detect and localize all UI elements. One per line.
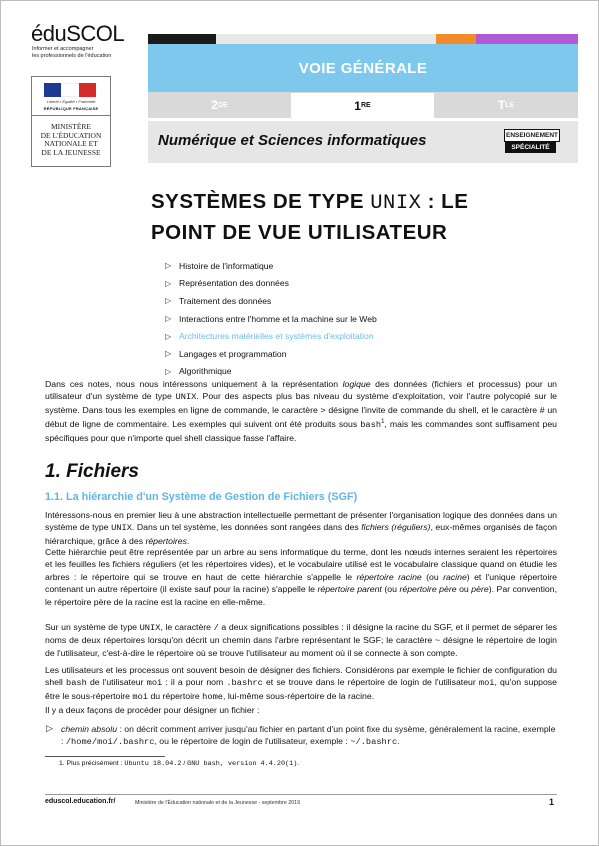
triangle-right-icon: ▷	[165, 296, 172, 306]
footnote-ref[interactable]: 1	[381, 419, 385, 426]
triangle-right-icon: ▷	[165, 349, 172, 359]
triangle-right-icon: ▷	[165, 366, 172, 376]
page-number: 1	[549, 797, 555, 807]
triangle-right-icon: ▷	[165, 278, 172, 288]
footer-credit: Ministère de l'Éducation nationale et de la Jeunesse - septembre 2019	[135, 800, 301, 806]
eduscol-logo: éduSCOL	[31, 21, 125, 46]
intro-paragraph: Dans ces notes, nous nous intéressons uniquement à la représentation logique des données (fichiers et processus) pour un utilisateur d'un système de type UNIX. Pour des aspects plus bas niveau du système d'exploitation, voir l'autre polycopié sur le système. Dans tous les exemples en ligne de commande, le caractère > désigne l'invite de commande du shell, et le caractère # un début de ligne de commentaire. Les exemples qui suivent ont été produits sous bash$^1$, mais les commandes sont suffisament peu spécifiques pour que n'importe quel shell classique fasse l'affaire.	[45, 379, 557, 443]
ministry-block	[31, 76, 111, 167]
paragraph: Il y a deux façons de procéder pour désigner un fichier :	[45, 705, 260, 715]
subsection-heading: 1.1. La hiérarchie d'un Système de Gestion de Fichiers (SGF)	[45, 491, 358, 503]
toc-item[interactable]: ▷ Langages et programmation	[165, 348, 287, 359]
toc-item[interactable]: ▷ Traitement des données	[165, 295, 272, 306]
footer-divider	[45, 794, 557, 795]
logo-tagline: Informer et accompagner les professionnels de l'éducation	[32, 46, 112, 59]
section-heading: 1. Fichiers	[45, 461, 139, 482]
triangle-right-icon: ▷	[165, 331, 172, 341]
level-tabs	[148, 92, 578, 118]
ministry-name: MINISTÈRE DE L'ÉDUCATION NATIONALE ET DE LA JEUNESSE	[40, 122, 102, 157]
footer-site-link[interactable]: eduscol.education.fr/	[45, 798, 116, 805]
program-toc	[165, 257, 377, 380]
level-seconde: 2 DE	[211, 98, 228, 112]
marianne-flag-icon	[44, 83, 96, 97]
paragraph: Cette hiérarchie peut être représentée par un arbre au sens informatique du terme, dont les nœuds internes seraient les répertoires et les feuilles les fichiers réguliers (et les répertoires vides), et le vocabulaire utilisé est le vocabulaire classique quand on étudie les arbres : le répertoire qui se trouve en haut de cette hiérarchie s'appelle le répertoire racine (ou racine) et l'unique répertoire contenant un autre répertoire (il existe sauf pour la racine) s'appelle le répertoire parent (ou répertoire père ou père). Par convention, le répertoire père de la racine est la racine en elle-même.	[45, 547, 558, 607]
level-terminale: T LE	[497, 98, 515, 112]
paragraph: Intéressons-nous en premier lieu à une abstraction intellectuelle permettant de présenter l'organisation logique des données dans un système de type UNIX. Dans un tel système, les données sont rangées dans des fichiers (réguliers), eux-mêmes organisés de façon hiérarchique, grâce à des répertoires.	[45, 510, 557, 546]
toc-item-current[interactable]: ▷ Architectures matérielles et systèmes d'exploitation	[165, 331, 374, 342]
voie-banner: VOIE GÉNÉRALE	[148, 44, 578, 92]
triangle-right-icon: ▷	[46, 723, 53, 733]
level-premiere: 1 RE	[291, 93, 434, 118]
color-stripe	[148, 34, 578, 44]
toc-item[interactable]: ▷ Interactions entre l'homme et la machine sur le Web	[165, 313, 377, 324]
paragraph: Sur un système de type UNIX, le caractère / a deux significations possibles : il désigne la racine du SGF, et il permet de séparer les noms de deux répertoires lorsqu'on décrit un chemin dans l'arbre représentant le SGF; le caractère ~ désigne le répertoire de login de l'utilisateur, c'est-à-dire le répertoire où se trouve l'utilisateur au moment où il se connecte à son compte.	[45, 622, 557, 658]
toc-item[interactable]: ▷ Algorithmique	[165, 366, 232, 377]
toc-item[interactable]: ▷ Histoire de l'informatique	[165, 260, 274, 271]
toc-item[interactable]: ▷ Représentation des données	[165, 278, 289, 289]
badge-enseignement: ENSEIGNEMENT	[504, 129, 560, 142]
footnote: 1. Plus précisément : Ubuntu 18.04.2 / GNU bash, version 4.4.20(1).	[59, 760, 300, 768]
document-title: SYSTÈMES DE TYPE UNIX : LE POINT DE VUE UTILISATEUR	[151, 190, 469, 244]
paragraph: Les utilisateurs et les processus ont souvent besoin de désigner des fichiers. Considérons par exemple le fichier de configuration du shell bash de l'utilisateur moi : il a pour nom .bashrc et se trouve dans le répertoire de login de l'utilisateur moi, qu'on suppose être le sous-répertoire moi du répertoire home, lui-même sous-répertoire de la racine.	[45, 665, 557, 702]
republique-francaise-logo: Liberté • Égalité • Fraternité RÉPUBLIQUE FRANÇAISE	[32, 77, 110, 116]
triangle-right-icon: ▷	[165, 261, 172, 271]
triangle-right-icon: ▷	[165, 314, 172, 324]
bullet-item: chemin absolu : on décrit comment arriver jusqu'au fichier en partant d'un point fixe du sysème, généralement la racine, exemple : /home/moi/.bashrc, ou le répertoire de login de l'utilisateur, exemple : ~/.bashrc.	[61, 724, 556, 748]
badge-specialite: SPÉCIALITÉ	[505, 141, 556, 153]
subject-title: Numérique et Sciences informatiques	[158, 132, 427, 149]
footnote-divider	[45, 756, 165, 757]
